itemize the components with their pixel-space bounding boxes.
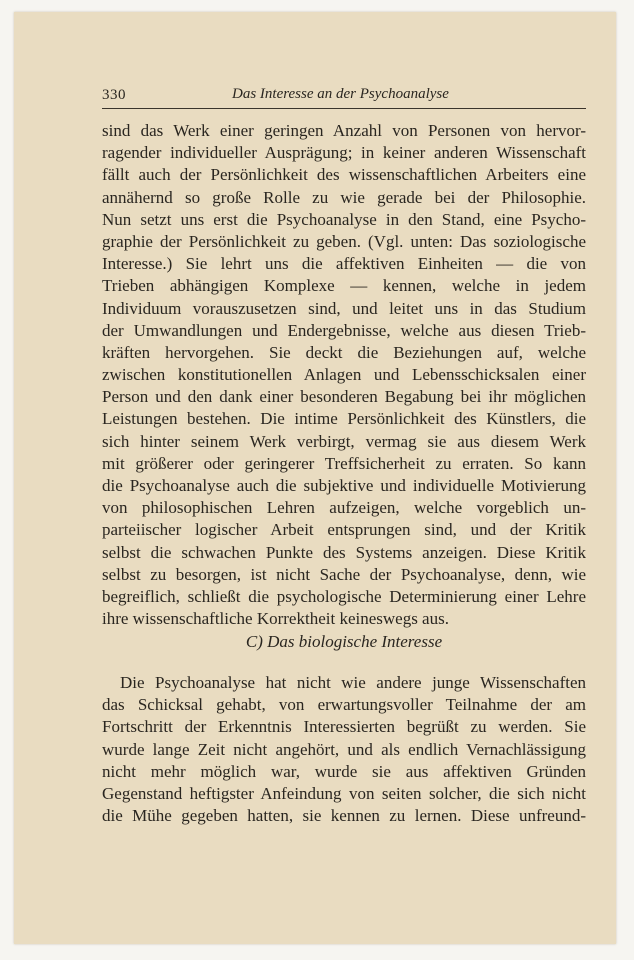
text-line: Gegenstand heftigster Anfeindung von seiten solcher, die sich nicht xyxy=(102,783,586,803)
text-line: Trieben abhängigen Komplexe — kennen, welche in jedem xyxy=(102,276,586,296)
text-line: das Schicksal gehabt, von erwartungsvoller Teilnahme der am xyxy=(102,695,586,715)
text-line: mit größerer oder geringerer Treffsicherheit zu erraten. So kann xyxy=(102,453,586,473)
text-line: kräften hervorgehen. Sie deckt die Beziehungen auf, welche xyxy=(102,342,586,362)
paragraph-2 xyxy=(102,672,586,827)
text-line: annähernd so große Rolle zu wie gerade bei der Philosophie. xyxy=(102,187,586,207)
text-line: Individuum vorauszusetzen sind, und leitet uns in das Studium xyxy=(102,298,586,318)
text-line: selbst die schwachen Punkte des Systems anzeigen. Diese Kritik xyxy=(102,542,586,562)
text-line: begreiflich, schließt die psychologische Determinierung einer Lehre xyxy=(102,586,586,606)
book-page xyxy=(14,12,616,944)
paragraph-1 xyxy=(102,120,586,630)
running-title: Das Interesse an der Psychoanalyse xyxy=(232,86,449,102)
text-line: der Umwandlungen und Endergebnisse, welche aus diesen Trieb- xyxy=(102,320,586,340)
text-line: sind das Werk einer geringen Anzahl von Personen von hervor- xyxy=(102,121,586,140)
text-line: die Psychoanalyse auch die subjektive und individuelle Motivierung xyxy=(102,476,586,495)
text-line: ragender individueller Ausprägung; in keiner anderen Wissenschaft xyxy=(102,143,586,163)
text-line: wurde lange Zeit nicht angehört, und als endlich Vernachlässigung xyxy=(102,739,586,759)
text-line: Person und den dank einer besonderen Begabung bei ihr möglichen xyxy=(102,387,586,407)
page-content xyxy=(102,82,586,826)
running-header xyxy=(102,82,586,106)
text-line: selbst zu besorgen, ist nicht Sache der Psychoanalyse, denn, wie xyxy=(102,564,586,584)
text-line: nicht mehr möglich war, wurde sie aus affektiven Gründen xyxy=(102,761,586,781)
text-line: parteiischer logischer Arbeit entsprungen sind, und der Kritik xyxy=(102,520,586,540)
text-line: zwischen konstitutionellen Anlagen und Lebensschicksalen einer xyxy=(102,365,586,385)
text-line: Die Psychoanalyse hat nicht wie andere junge Wissenschaften xyxy=(120,673,586,692)
text-line: die Mühe gegeben hatten, sie kennen zu lernen. Diese unfreund- xyxy=(102,806,586,826)
text-line: Fortschritt der Erkenntnis Interessierten begrüßt zu werden. Sie xyxy=(102,717,586,737)
section-heading: C) Das biologische Interesse xyxy=(245,632,443,651)
page-number: 330 xyxy=(102,87,126,103)
text-line: Nun setzt uns erst die Psychoanalyse in den Stand, eine Psycho- xyxy=(102,209,586,229)
text-line: von philosophischen Lehren aufzeigen, welche vorgeblich un- xyxy=(102,498,586,518)
text-line: ihre wissenschaftliche Korrektheit keineswegs aus. xyxy=(102,609,449,629)
header-rule xyxy=(102,108,586,109)
text-line: Interesse.) Sie lehrt uns die affektiven Einheiten — die von xyxy=(102,254,586,274)
text-line: graphie der Persönlichkeit zu geben. (Vgl. unten: Das soziologische xyxy=(102,231,586,251)
text-line: Leistungen bestehen. Die intime Persönlichkeit des Künstlers, die xyxy=(102,409,586,429)
text-line: sich hinter seinem Werk verbirgt, vermag sie aus diesem Werk xyxy=(102,431,586,451)
text-line: fällt auch der Persönlichkeit des wissenschaftlichen Arbeiters eine xyxy=(102,165,586,185)
